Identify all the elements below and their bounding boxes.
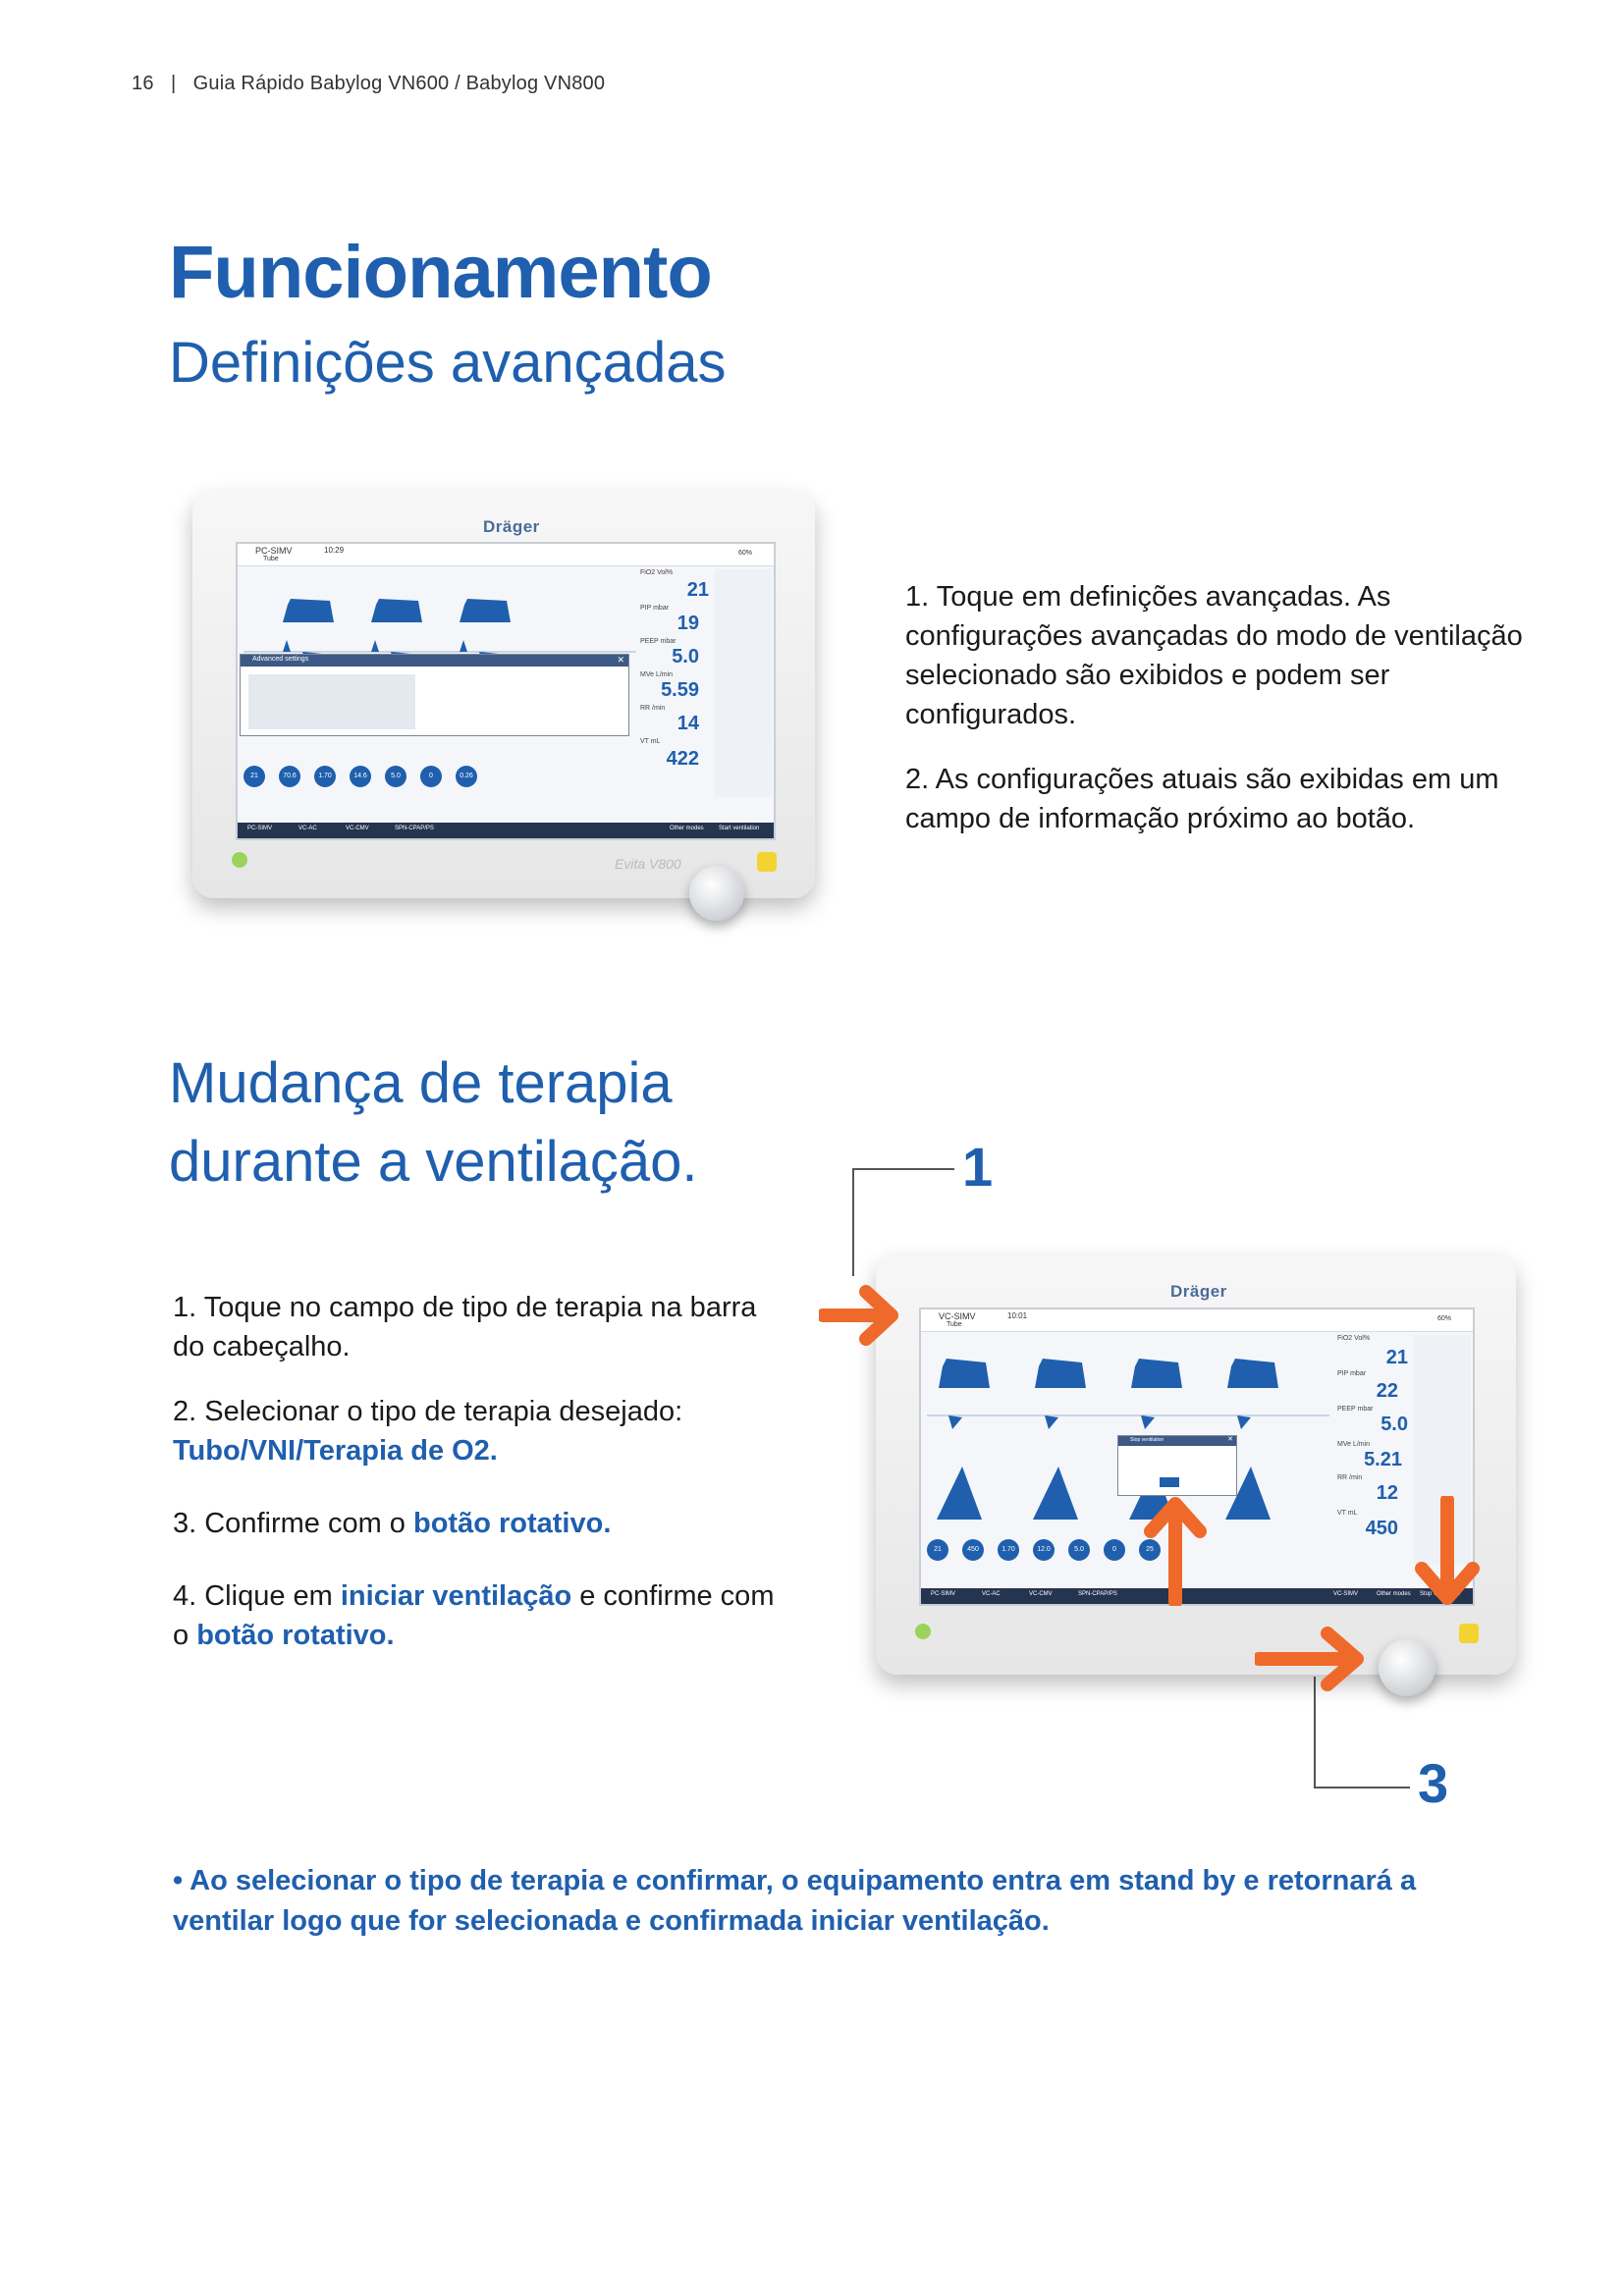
param-label: PIP mbar [1337,1370,1367,1377]
stop-ventilation-button[interactable]: Stop ventilation [1420,1591,1461,1597]
setting-knob[interactable]: 21 [927,1539,948,1561]
param-label: FiO2 Vol% [1337,1335,1371,1342]
page-title: Funcionamento [169,231,712,314]
therapy-mode[interactable]: PC-SIMV [255,546,293,556]
patient-type: Tube [947,1321,962,1328]
param-label: RR /min [640,705,666,712]
param-label: FiO2 Vol% [640,569,674,576]
param-label: PEEP mbar [1337,1406,1374,1413]
ventilator-device-1 [192,491,815,898]
section-2-title [169,1044,697,1201]
setting-knob[interactable]: 450 [962,1539,984,1561]
setting-knob[interactable]: 0 [420,766,442,787]
dialog-content [248,674,415,729]
advanced-settings-dialog [240,654,629,736]
setting-knob[interactable]: 1.70 [314,766,336,787]
running-header [132,73,605,95]
callout-number-3: 3 [1418,1752,1449,1814]
param-value: 19 [677,613,699,634]
rotary-knob[interactable] [1379,1639,1435,1696]
tab-spn-cpap[interactable]: SPN-CPAP/PS [395,826,434,831]
step-3 [173,1504,791,1543]
param-value: 450 [1365,1518,1398,1539]
document-title: Guia Rápido Babylog VN600 / Babylog VN800 [192,73,606,94]
step-2: 2. As configurações atuais são exibidas em um campo de informação próximo ao botão. [905,764,1499,834]
screen-header [921,1309,1473,1332]
model-name: Evita V800 [615,856,681,872]
tab-pc-simv[interactable]: PC-SIMV [931,1591,956,1597]
param-value: 5.21 [1364,1449,1402,1470]
pressure-waveform [244,571,636,630]
dialog-title: Stop ventilation [1130,1437,1164,1443]
other-modes-button[interactable]: Other modes [670,826,704,831]
side-toolbar [715,569,772,797]
tab-vc-cmv[interactable]: VC-CMV [1029,1591,1053,1597]
step-text: 1. Toque no campo de tipo de terapia na barra do cabeçalho. [173,1292,757,1362]
param-value: 12 [1376,1482,1398,1504]
clock: 10:29 [324,546,345,555]
page-number: 16 [132,73,154,94]
close-icon[interactable]: ✕ [1227,1436,1233,1443]
setting-knob[interactable]: 5.0 [1068,1539,1090,1561]
step-highlight: Tubo/VNI/Terapia de O2. [173,1435,498,1467]
tab-vc-cmv[interactable]: VC-CMV [346,826,369,831]
note-text: • Ao selecionar o tipo de terapia e confirmar, o equipamento entra em stand by e retornará a ventilar logo que for selecionada e confirmada iniciar ventilação. [173,1865,1417,1937]
step-highlight: botão rotativo. [412,1508,612,1539]
steps-list-1 [905,577,1534,864]
param-label: RR /min [1337,1474,1363,1481]
flow-waveform [927,1400,1329,1439]
step-highlight: botão rotativo. [196,1620,395,1651]
section-2-title-line-2: durante a ventilação. [169,1130,698,1194]
param-value: 14 [677,713,699,734]
start-ventilation-button[interactable]: Start ventilation [719,826,760,831]
param-value: 21 [686,579,709,601]
dialog-title-bar [1118,1436,1236,1446]
rotary-knob[interactable] [689,866,744,921]
mode-tab-bar [238,823,774,838]
setting-knob[interactable]: 70.6 [279,766,300,787]
step-text: 4. Clique em [173,1580,341,1612]
param-label: PEEP mbar [640,638,677,645]
section-2-title-line-1: Mudança de terapia [169,1051,673,1115]
param-label: VT mL [640,738,661,745]
param-value: 5.0 [1380,1414,1408,1435]
section-subtitle: Definições avançadas [169,331,727,395]
step-text: e confirme com o [173,1580,775,1651]
param-label: PIP mbar [640,605,670,612]
close-icon[interactable]: ✕ [617,655,624,665]
dialog-confirm-button[interactable] [1160,1477,1179,1487]
alarm-key[interactable] [757,852,777,872]
tab-spn-cpap[interactable]: SPN-CPAP/PS [1078,1591,1117,1597]
step-text: 3. Confirme com o [173,1508,413,1539]
dialog-title: Advanced settings [252,656,309,663]
patient-type: Tube [263,556,279,562]
callout-number-1: 1 [962,1136,994,1198]
setting-knob[interactable]: 1.70 [998,1539,1019,1561]
stop-ventilation-dialog [1117,1435,1237,1496]
step-1 [173,1288,791,1366]
clock: 10:01 [1007,1311,1028,1320]
tab-pc-simv[interactable]: PC-SIMV [247,826,273,831]
ventilator-screen [236,542,776,840]
step-2 [173,1392,791,1470]
tab-vc-ac[interactable]: VC-AC [298,826,317,831]
screen-header [238,544,774,566]
settings-knob-row [927,1539,1339,1569]
arrow-up-icon [1141,1488,1210,1606]
param-value: 21 [1385,1347,1408,1368]
arrow-right-icon [1255,1624,1384,1692]
steps-list-2 [173,1288,791,1681]
settings-knob-row [244,766,636,795]
step-text: 2. Selecionar o tipo de terapia desejado: [173,1396,683,1427]
header-separator: | [170,73,177,94]
arrow-down-icon [1408,1496,1487,1614]
step-4 [173,1576,791,1655]
param-label: MVe L/min [640,671,674,678]
alarm-key[interactable] [1459,1624,1479,1643]
param-label: VT mL [1337,1510,1358,1517]
step-1: 1. Toque em definições avançadas. As configurações avançadas do modo de ventilação selecionado são exibidos e podem ser configurados. [905,581,1523,730]
battery-status: 60% [1437,1315,1452,1322]
brand-logo: Dräger [483,517,540,536]
other-modes-button[interactable]: Other modes [1377,1591,1411,1597]
setting-knob[interactable]: 5.0 [385,766,406,787]
therapy-mode[interactable]: VC-SIMV [939,1311,976,1321]
dialog-title-bar [241,655,628,667]
power-indicator [915,1624,931,1639]
param-value: 422 [666,748,699,770]
setting-knob[interactable]: 0.26 [456,766,477,787]
setting-knob[interactable]: 21 [244,766,265,787]
param-value: 22 [1376,1380,1398,1402]
param-value: 5.0 [672,646,699,667]
brand-logo: Dräger [1170,1282,1227,1301]
param-value: 5.59 [661,679,699,701]
setting-knob[interactable]: 12.0 [1033,1539,1055,1561]
arrow-right-icon [819,1282,927,1351]
param-label: MVe L/min [1337,1441,1371,1448]
setting-knob[interactable]: 0 [1104,1539,1125,1561]
setting-knob[interactable]: 25 [1139,1539,1161,1561]
pressure-waveform [927,1335,1329,1396]
active-mode-button[interactable]: VC-SIMV [1333,1591,1359,1597]
setting-knob[interactable]: 14.6 [350,766,371,787]
battery-status: 60% [738,550,753,557]
step-highlight: iniciar ventilação [340,1580,572,1612]
power-indicator [232,852,247,868]
tab-vc-ac[interactable]: VC-AC [982,1591,1001,1597]
